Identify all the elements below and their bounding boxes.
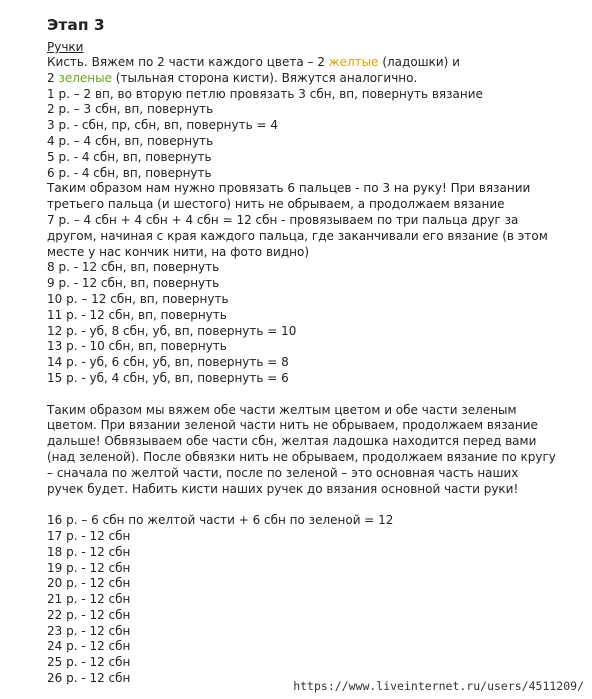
text-line: другом, начиная с края каждого пальца, где заканчивали его вязание (в этом — [47, 228, 548, 243]
rows-block-2 — [47, 513, 582, 687]
text-line: 20 р. - 12 сбн — [47, 576, 131, 591]
rows-block-1 — [47, 87, 582, 387]
text-line: 5 р. - 4 сбн, вп, повернуть — [47, 149, 212, 164]
text-line: 11 р. - 12 сбн, вп, повернуть — [47, 307, 227, 322]
text-line: 2 р. – 3 сбн, вп, повернуть — [47, 102, 214, 117]
text-line: 18 р. - 12 сбн — [47, 544, 131, 559]
intro-text-c: 2 — [47, 70, 59, 85]
text-line: цветом. При вязании зеленой части нить не обрываем, продолжаем вязание — [47, 418, 538, 433]
section-subheading: Ручки — [47, 40, 84, 54]
text-line: 21 р. - 12 сбн — [47, 592, 131, 607]
text-line: месте у нас кончик нити, на фото видно) — [47, 244, 309, 259]
text-line: 12 р. - уб, 8 сбн, уб, вп, повернуть = 10 — [47, 323, 297, 338]
text-line: 14 р. - уб, 6 сбн, уб, вп, повернуть = 8 — [47, 355, 289, 370]
spacer — [47, 497, 582, 513]
source-url-watermark: https://www.liveinternet.ru/users/4511209/ — [293, 679, 584, 693]
intro-line-2 — [47, 71, 582, 87]
text-line: 25 р. - 12 сбн — [47, 655, 131, 670]
text-line: 19 р. - 12 сбн — [47, 560, 131, 575]
text-line: 8 р. - 12 сбн, вп, повернуть — [47, 260, 220, 275]
text-line: 24 р. - 12 сбн — [47, 639, 131, 654]
text-line: 17 р. - 12 сбн — [47, 528, 131, 543]
text-line: дальше! Обвязываем обе части сбн, желтая ладошка находится перед вами — [47, 434, 537, 449]
text-line: 4 р. – 4 сбн, вп, повернуть — [47, 133, 214, 148]
intro-line-1 — [47, 55, 582, 71]
text-line: (над зеленой). После обвязки нить не обрываем, продолжаем вязание по кругу — [47, 449, 556, 464]
intro-text-a: Кисть. Вяжем по 2 части каждого цвета – 2 — [47, 55, 329, 69]
text-line: 15 р. - уб, 4 сбн, уб, вп, повернуть = 6 — [47, 370, 289, 385]
explanation-paragraph — [47, 403, 582, 498]
intro-text-b: (ладошки) и — [378, 55, 460, 69]
intro-paragraph — [47, 55, 582, 87]
stage-heading: Этап 3 — [47, 16, 105, 34]
text-line: 23 р. - 12 сбн — [47, 623, 131, 638]
text-line: 1 р. – 2 вп, во вторую петлю провязать 3 сбн, вп, повернуть вязание — [47, 86, 483, 101]
text-line: – сначала по желтой части, после по зеленой – это основная часть наших — [47, 465, 519, 480]
text-line: Таким образом мы вяжем обе части желтым цветом и обе части зеленым — [47, 402, 517, 417]
intro-text-d: (тыльная сторона кисти). Вяжутся аналогично. — [111, 70, 418, 85]
text-line: ручек будет. Набить кисти наших ручек до вязания основной части руки! — [47, 481, 519, 496]
document-body — [47, 16, 582, 687]
text-line: 7 р. – 4 сбн + 4 сбн + 4 сбн = 12 сбн - провязываем по три пальца друг за — [47, 212, 519, 227]
text-line: 9 р. - 12 сбн, вп, повернуть — [47, 276, 220, 291]
text-line: 13 р. - 10 сбн, вп, повернуть — [47, 339, 227, 354]
text-line: 6 р. - 4 сбн, вп, повернуть — [47, 165, 212, 180]
text-line: 22 р. - 12 сбн — [47, 607, 131, 622]
yellow-word: желтые — [328, 55, 379, 69]
spacer — [47, 387, 582, 403]
text-line: 10 р. – 12 сбн, вп, повернуть — [47, 291, 229, 306]
text-line: 16 р. – 6 сбн по желтой части + 6 сбн по зеленой = 12 — [47, 513, 394, 528]
text-line: 26 р. - 12 сбн — [47, 671, 131, 686]
text-line: Таким образом нам нужно провязать 6 пальцев - по 3 на руку! При вязании — [47, 181, 531, 196]
text-line: третьего пальца (и шестого) нить не обрываем, а продолжаем вязание — [47, 197, 505, 212]
text-line: 3 р. - сбн, пр, сбн, вп, повернуть = 4 — [47, 118, 279, 133]
green-word: зеленые — [58, 70, 112, 85]
